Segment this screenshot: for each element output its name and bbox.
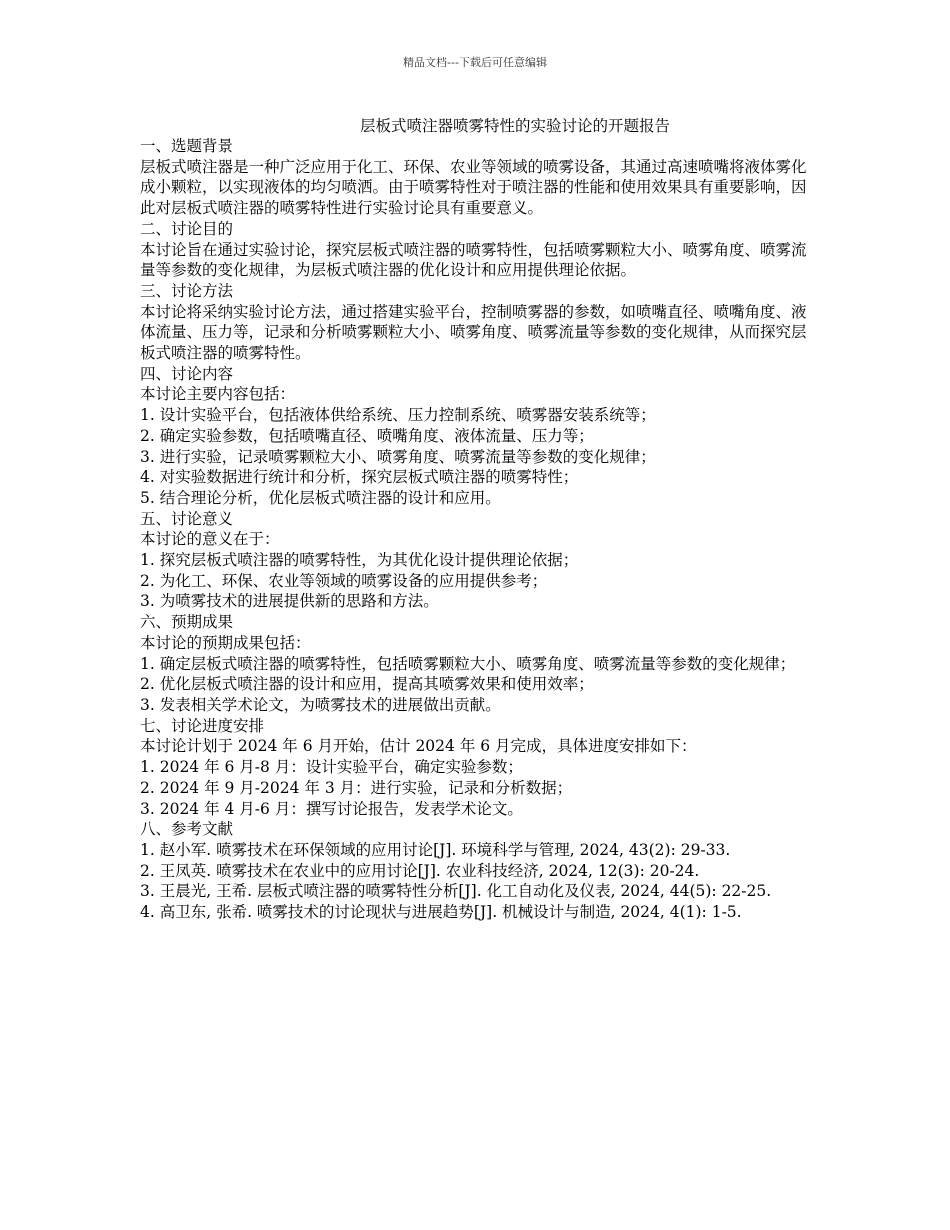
body-line: 4. 对实验数据进行统计和分析，探究层板式喷注器的喷雾特性； bbox=[140, 468, 579, 487]
section-heading: 一、选题背景 bbox=[140, 137, 234, 155]
section-heading: 六、预期成果 bbox=[140, 613, 234, 632]
body-line: 本讨论计划于 2024 年 6 月开始，估计 2024 年 6 月完成，具体进度安排如下： bbox=[140, 737, 697, 756]
body-line: 本讨论的意义在于： bbox=[140, 530, 280, 549]
body-line: 本讨论主要内容包括： bbox=[140, 385, 296, 404]
body-line: 3. 王晨光, 王希. 层板式喷注器的喷雾特性分析[J]. 化工自动化及仪表, 2024, 44(5): 22-25. bbox=[140, 882, 772, 901]
section-heading: 五、讨论意义 bbox=[140, 509, 234, 528]
document-body bbox=[140, 136, 820, 923]
document-title: 层板式喷注器喷雾特性的实验讨论的开题报告 bbox=[360, 117, 671, 135]
section-heading: 四、讨论内容 bbox=[140, 364, 234, 383]
body-line: 5. 结合理论分析，优化层板式喷注器的设计和应用。 bbox=[140, 488, 501, 507]
body-line: 本讨论的预期成果包括： bbox=[140, 633, 311, 652]
page-header: 精品文档---下载后可任意编辑 bbox=[403, 56, 547, 69]
body-line: 4. 高卫东, 张希. 喷雾技术的讨论现状与进展趋势[J]. 机械设计与制造, 2024, 4(1): 1-5. bbox=[140, 903, 742, 922]
body-line: 本讨论将采纳实验讨论方法，通过搭建实验平台，控制喷雾器的参数，如喷嘴直径、喷嘴角度、液体流量、压力等，记录和分析喷雾颗粒大小、喷雾角度、喷雾流量等参数的变化规律，从而探究层板式喷注器的喷雾特性。 bbox=[140, 302, 807, 363]
body-line: 3. 2024 年 4 月-6 月：撰写讨论报告，发表学术论文。 bbox=[140, 799, 523, 818]
body-line: 1. 赵小军. 喷雾技术在环保领域的应用讨论[J]. 环境科学与管理, 2024, 43(2): 29-33. bbox=[140, 840, 731, 859]
body-line: 2. 确定实验参数，包括喷嘴直径、喷嘴角度、液体流量、压力等； bbox=[140, 426, 594, 445]
body-line: 1. 确定层板式喷注器的喷雾特性，包括喷雾颗粒大小、喷雾角度、喷雾流量等参数的变化规律； bbox=[140, 654, 796, 673]
body-line: 1. 探究层板式喷注器的喷雾特性，为其优化设计提供理论依据； bbox=[140, 551, 579, 570]
body-line: 2. 2024 年 9 月-2024 年 3 月：进行实验，记录和分析数据； bbox=[140, 778, 573, 797]
section-heading: 二、讨论目的 bbox=[140, 219, 234, 238]
body-line: 本讨论旨在通过实验讨论，探究层板式喷注器的喷雾特性，包括喷雾颗粒大小、喷雾角度、喷雾流量等参数的变化规律，为层板式喷注器的优化设计和应用提供理论依据。 bbox=[140, 240, 807, 280]
section-heading: 八、参考文献 bbox=[140, 820, 234, 839]
section-heading: 三、讨论方法 bbox=[140, 281, 234, 300]
body-line: 2. 王凤英. 喷雾技术在农业中的应用讨论[J]. 农业科技经济, 2024, 12(3): 20-24. bbox=[140, 861, 700, 880]
body-line: 1. 设计实验平台，包括液体供给系统、压力控制系统、喷雾器安装系统等； bbox=[140, 406, 656, 425]
body-line: 2. 为化工、环保、农业等领域的喷雾设备的应用提供参考； bbox=[140, 571, 548, 590]
body-line: 3. 进行实验，记录喷雾颗粒大小、喷雾角度、喷雾流量等参数的变化规律； bbox=[140, 447, 656, 466]
body-line: 1. 2024 年 6 月-8 月：设计实验平台，确定实验参数； bbox=[140, 758, 523, 777]
section-heading: 七、讨论进度安排 bbox=[140, 716, 265, 735]
body-line: 3. 为喷雾技术的进展提供新的思路和方法。 bbox=[140, 592, 439, 611]
body-line: 层板式喷注器是一种广泛应用于化工、环保、农业等领域的喷雾设备，其通过高速喷嘴将液体雾化成小颗粒，以实现液体的均匀喷洒。由于喷雾特性对于喷注器的性能和使用效果具有重要影响，因此对层板式喷注器的喷雾特性进行实验讨论具有重要意义。 bbox=[140, 157, 807, 218]
body-line: 3. 发表相关学术论文，为喷雾技术的进展做出贡献。 bbox=[140, 695, 501, 714]
body-line: 2. 优化层板式喷注器的设计和应用，提高其喷雾效果和使用效率； bbox=[140, 675, 594, 694]
